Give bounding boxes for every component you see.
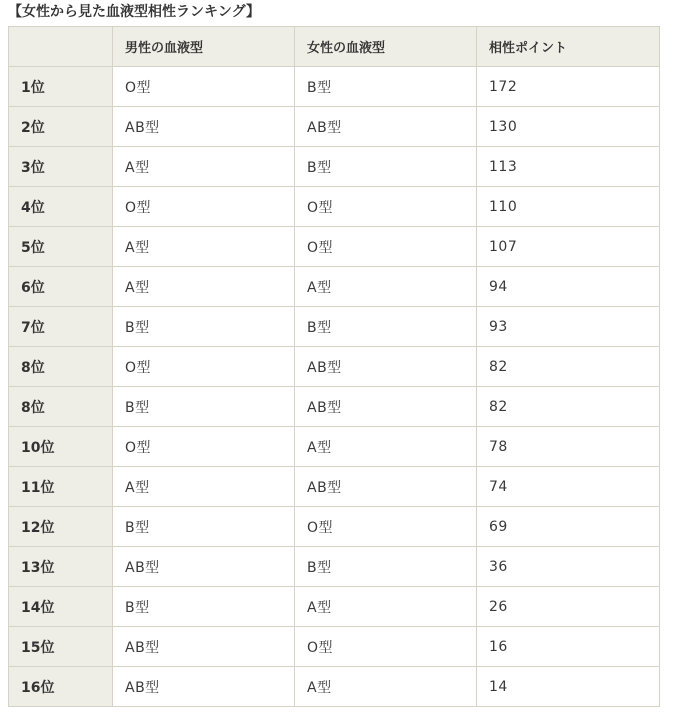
female-type-cell: B型: [295, 147, 477, 187]
rank-cell: 1位: [9, 67, 113, 107]
table-row: [9, 467, 660, 507]
table-row: [9, 667, 660, 707]
points-cell: 130: [477, 107, 660, 147]
male-type-cell: A型: [113, 467, 295, 507]
rank-cell: 15位: [9, 627, 113, 667]
rank-cell: 3位: [9, 147, 113, 187]
male-type-cell: A型: [113, 147, 295, 187]
table-row: [9, 107, 660, 147]
rank-cell: 11位: [9, 467, 113, 507]
rank-cell: 7位: [9, 307, 113, 347]
table-row: [9, 627, 660, 667]
male-type-cell: AB型: [113, 667, 295, 707]
male-type-cell: AB型: [113, 627, 295, 667]
points-cell: 172: [477, 67, 660, 107]
compatibility-ranking-table: [8, 26, 660, 707]
table-title: 【女性から見た血液型相性ランキング】: [8, 4, 260, 20]
male-type-cell: B型: [113, 307, 295, 347]
table-row: [9, 227, 660, 267]
female-type-cell: AB型: [295, 467, 477, 507]
male-type-cell: O型: [113, 67, 295, 107]
male-type-cell: AB型: [113, 547, 295, 587]
points-cell: 82: [477, 387, 660, 427]
female-type-cell: AB型: [295, 107, 477, 147]
female-type-cell: B型: [295, 547, 477, 587]
points-cell: 78: [477, 427, 660, 467]
table-row: [9, 587, 660, 627]
male-type-cell: A型: [113, 267, 295, 307]
points-cell: 110: [477, 187, 660, 227]
points-cell: 26: [477, 587, 660, 627]
rank-cell: 10位: [9, 427, 113, 467]
female-type-cell: O型: [295, 507, 477, 547]
points-cell: 69: [477, 507, 660, 547]
female-type-cell: O型: [295, 627, 477, 667]
male-type-cell: O型: [113, 187, 295, 227]
female-type-cell: AB型: [295, 347, 477, 387]
rank-cell: 13位: [9, 547, 113, 587]
points-cell: 14: [477, 667, 660, 707]
male-type-cell: B型: [113, 387, 295, 427]
female-type-cell: B型: [295, 67, 477, 107]
table-row: [9, 67, 660, 107]
rank-cell: 16位: [9, 667, 113, 707]
rank-cell: 8位: [9, 387, 113, 427]
table-row: [9, 427, 660, 467]
header-row: [9, 27, 660, 67]
table-row: [9, 267, 660, 307]
female-type-cell: B型: [295, 307, 477, 347]
points-cell: 107: [477, 227, 660, 267]
male-type-cell: B型: [113, 507, 295, 547]
points-cell: 16: [477, 627, 660, 667]
table-row: [9, 307, 660, 347]
rank-cell: 2位: [9, 107, 113, 147]
male-type-cell: A型: [113, 227, 295, 267]
male-type-cell: AB型: [113, 107, 295, 147]
table-row: [9, 187, 660, 227]
female-type-cell: AB型: [295, 387, 477, 427]
rank-cell: 4位: [9, 187, 113, 227]
points-cell: 36: [477, 547, 660, 587]
points-cell: 74: [477, 467, 660, 507]
header-female-blood-type: 女性の血液型: [295, 27, 477, 67]
points-cell: 94: [477, 267, 660, 307]
header-rank: [9, 27, 113, 67]
table-row: [9, 507, 660, 547]
female-type-cell: O型: [295, 187, 477, 227]
female-type-cell: A型: [295, 587, 477, 627]
rank-cell: 14位: [9, 587, 113, 627]
points-cell: 82: [477, 347, 660, 387]
female-type-cell: A型: [295, 267, 477, 307]
points-cell: 113: [477, 147, 660, 187]
rank-cell: 8位: [9, 347, 113, 387]
table-row: [9, 387, 660, 427]
points-cell: 93: [477, 307, 660, 347]
table-row: [9, 347, 660, 387]
rank-cell: 6位: [9, 267, 113, 307]
table-row: [9, 547, 660, 587]
rank-cell: 12位: [9, 507, 113, 547]
female-type-cell: A型: [295, 427, 477, 467]
female-type-cell: O型: [295, 227, 477, 267]
table-row: [9, 147, 660, 187]
female-type-cell: A型: [295, 667, 477, 707]
header-compatibility-points: 相性ポイント: [477, 27, 660, 67]
header-male-blood-type: 男性の血液型: [113, 27, 295, 67]
male-type-cell: O型: [113, 427, 295, 467]
male-type-cell: O型: [113, 347, 295, 387]
male-type-cell: B型: [113, 587, 295, 627]
rank-cell: 5位: [9, 227, 113, 267]
